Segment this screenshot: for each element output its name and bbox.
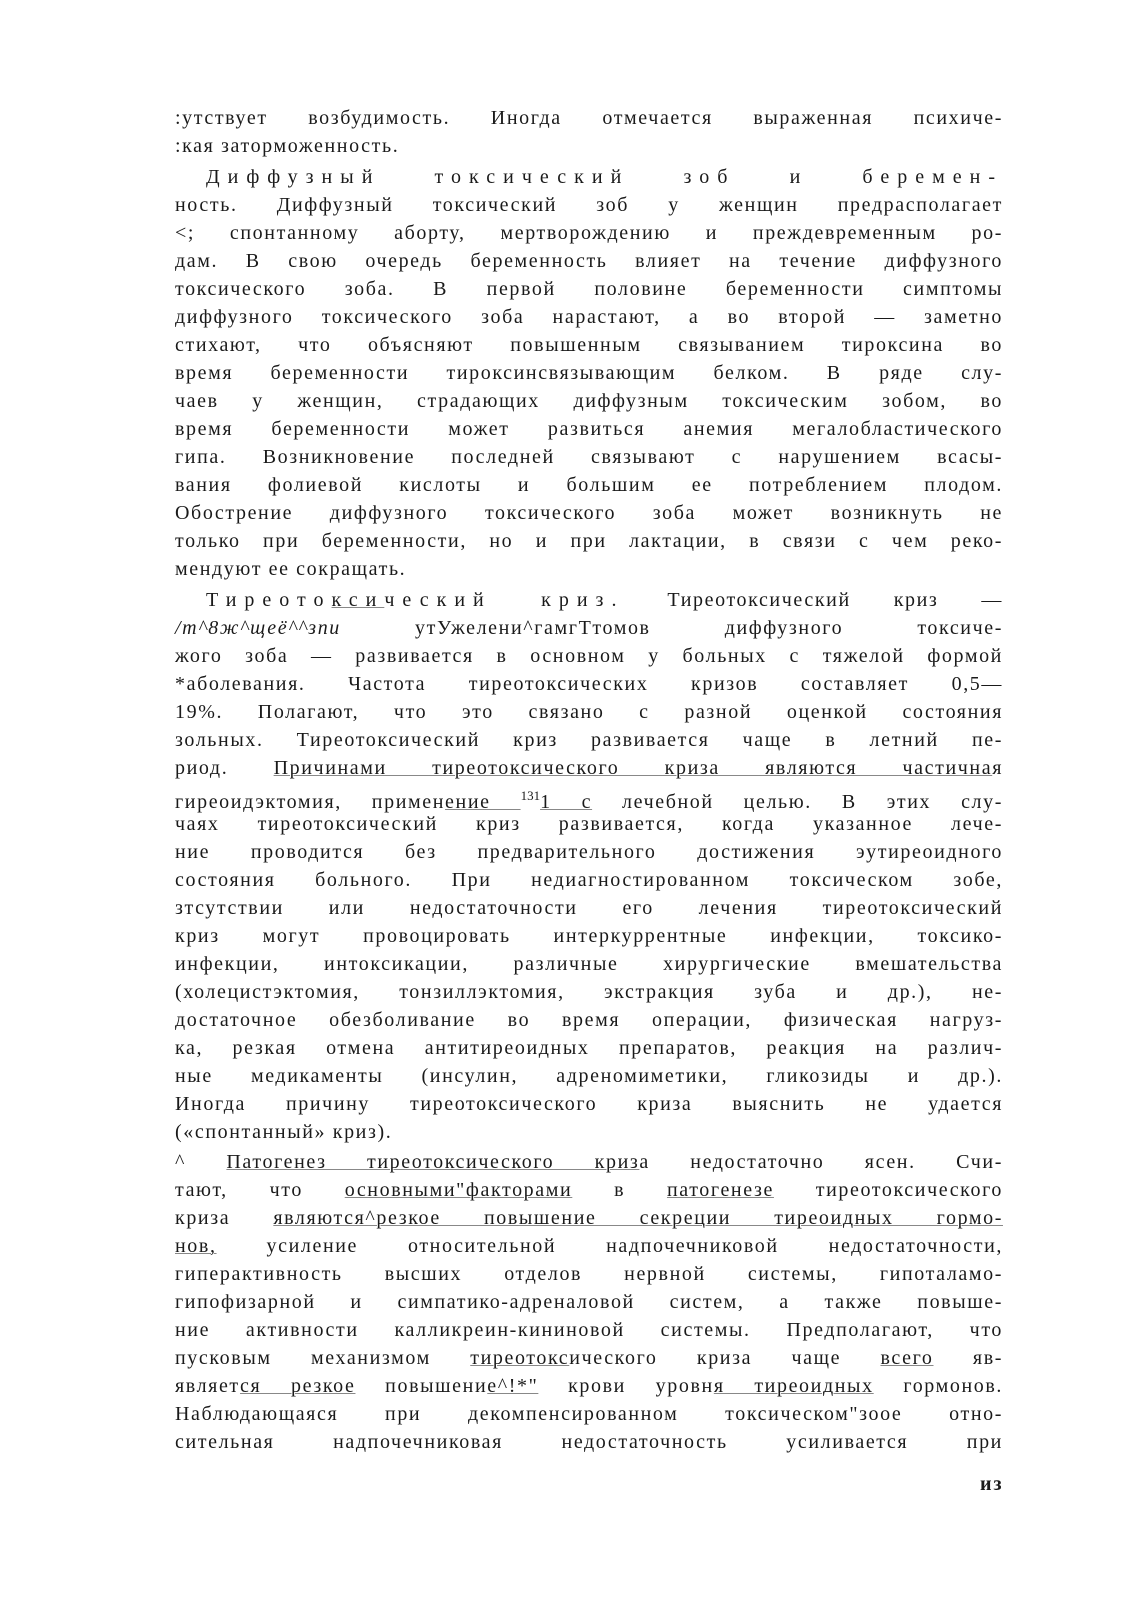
section-heading-line	[206, 586, 1003, 614]
text-line: :утствует возбудимость. Иногда отмечается выраженная психиче-	[175, 107, 1003, 129]
text-line: ние активности калликреин-кининовой системы. Предполагают, что	[175, 1319, 1003, 1341]
underlined-span: всего	[880, 1347, 934, 1369]
text-span: криза	[175, 1207, 274, 1229]
underlined-span: е^!*"	[487, 1375, 539, 1397]
text-span: повышени	[355, 1375, 488, 1397]
text-line: ность. Диффузный токсический зоб у женщин предрасполагает	[175, 194, 1003, 216]
text-span: утУжелени^гамгТтомов диффузного токсиче-	[340, 617, 1003, 639]
text-line	[175, 1372, 1003, 1400]
heading-text: ческий криз.	[384, 589, 625, 611]
text-line: вания фолиевой кислоты и большим ее потреблением плодом.	[175, 474, 1003, 496]
underlined-span: 1 с	[540, 791, 593, 813]
text-line: только при беременности, но и при лактации, в связи с чем реко-	[175, 530, 1003, 552]
underlined-span: патогенезе	[666, 1179, 774, 1201]
text-span: ^	[175, 1151, 227, 1173]
text-span: лечебной целью. В этих слу-	[592, 791, 1003, 813]
text-line: Наблюдающаяся при декомпенсированном токсическом"зоое отно-	[175, 1403, 1003, 1425]
italic-span: /т^8ж^щеё^^зпи	[175, 617, 341, 639]
text-span: яв-	[933, 1347, 1003, 1369]
text-span: крови уровн	[538, 1375, 714, 1397]
text-line: 19%. Полагают, что это связано с разной оценкой состояния	[175, 701, 1003, 723]
text-line: *аболевания. Частота тиреотоксических кризов составляет 0,5—	[175, 673, 1003, 695]
text-line: ные медикаменты (инсулин, адреномиметики, гликозиды и др.).	[175, 1065, 1003, 1087]
text-line: гиперактивность высших отделов нервной системы, гипоталамо-	[175, 1263, 1003, 1285]
text-line: зольных. Тиреотоксический криз развивается чаще в летний пе-	[175, 729, 1003, 751]
underlined-span: ение	[445, 791, 521, 813]
text-line: жого зоба — развивается в основном у больных с тяжелой формой	[175, 645, 1003, 667]
underlined-span: являются^резкое повышение секреции тиреоидных гормо-	[273, 1207, 1003, 1229]
heading-text-underlined: кси	[331, 589, 385, 611]
text-line: чаях тиреотоксический криз развивается, когда указанное лече-	[175, 813, 1003, 835]
text-line	[175, 754, 1003, 782]
text-span: гормонов.	[873, 1375, 1003, 1397]
text-line: <; спонтанному аборту, мертворождению и преждевременным ро-	[175, 222, 1003, 244]
text-line: состояния больного. При недиагностированном токсическом зобе,	[175, 869, 1003, 891]
text-span: усиление относительной надпочечниковой недостаточности,	[216, 1235, 1003, 1257]
text-line: сительная надпочечниковая недостаточность усиливается при	[175, 1431, 1003, 1453]
text-line: («спонтанный» криз).	[175, 1121, 393, 1143]
underlined-span: тиреотокс	[470, 1347, 570, 1369]
text-line: инфекции, интоксикации, различные хирургические вмешательства	[175, 953, 1003, 975]
text-line: достаточное обезболивание во время операции, физическая нагруз-	[175, 1009, 1003, 1031]
text-line: :кая заторможенность.	[175, 135, 400, 157]
text-span: тиреотоксического	[773, 1179, 1003, 1201]
text-line	[175, 1176, 1003, 1204]
underlined-span: основными"факторами	[344, 1179, 573, 1201]
text-line: гипофизарной и симпатико-адреналовой систем, а также повыше-	[175, 1291, 1003, 1313]
section-heading-line: Диффузный токсический зоб и беремен-	[206, 166, 1003, 188]
text-line	[175, 1148, 1003, 1176]
text-line: стихают, что объясняют повышенным связыванием тироксина во	[175, 334, 1003, 356]
text-line: мендуют ее сокращать.	[175, 558, 407, 580]
text-line: диффузного токсического зоба нарастают, а во второй — заметно	[175, 306, 1003, 328]
text-line: время беременности тироксинсвязывающим белком. В ряде слу-	[175, 362, 1003, 384]
underlined-span: Патогенез тиреотоксического криз	[226, 1151, 640, 1173]
text-line	[175, 1232, 1003, 1260]
text-span: риод.	[175, 757, 274, 779]
text-line: токсического зоба. В первой половине беременности симптомы	[175, 278, 1003, 300]
text-line: дам. В свою очередь беременность влияет на течение диффузного	[175, 250, 1003, 272]
text-span: тают, что	[175, 1179, 345, 1201]
text-span: пусковым механизмом	[175, 1347, 471, 1369]
underlined-span: ся резкое	[240, 1375, 356, 1397]
text-span: являет	[175, 1375, 241, 1397]
text-span: в	[572, 1179, 667, 1201]
underlined-span: я тиреоидных	[713, 1375, 874, 1397]
page-number: из	[980, 1473, 1004, 1495]
text-line: Иногда причину тиреотоксического криза выяснить не удается	[175, 1093, 1003, 1115]
text-span: ического криза чаще	[569, 1347, 881, 1369]
text-line	[175, 782, 1003, 813]
text-span: гиреоидэктомия, примен	[175, 791, 446, 813]
underlined-span: нов,	[175, 1235, 217, 1257]
text-line: гипа. Возникновение последней связывают с нарушением всасы-	[175, 446, 1003, 468]
text-line: ние проводится без предварительного достижения эутиреоидного	[175, 841, 1003, 863]
text-line: время беременности может развиться анемия мегалобластического	[175, 418, 1003, 440]
text-line: (холецистэктомия, тонзиллэктомия, экстракция зуба и др.), не-	[175, 981, 1003, 1003]
text-line	[175, 1204, 1003, 1232]
text-span: я	[992, 757, 1004, 779]
text-line: чаев у женщин, страдающих диффузным токсическим зобом, во	[175, 390, 1003, 412]
heading-text: Тиреото	[206, 589, 332, 611]
text-line	[175, 614, 1003, 642]
text-span: Тиреотоксический криз —	[624, 589, 1003, 611]
text-span: а недостаточно ясен. Счи-	[639, 1151, 1003, 1173]
text-line: зтсутствии или недостаточности его лечения тиреотоксический	[175, 897, 1003, 919]
text-line: Обострение диффузного токсического зоба может возникнуть не	[175, 502, 1003, 524]
text-line: ка, резкая отмена антитиреоидных препаратов, реакция на различ-	[175, 1037, 1003, 1059]
underlined-span: Причинами тиреотоксического криза являются частична	[273, 757, 993, 779]
superscript-isotope: 131	[520, 788, 541, 803]
text-line: криз могут провоцировать интеркуррентные инфекции, токсико-	[175, 925, 1003, 947]
text-line	[175, 1344, 1003, 1372]
